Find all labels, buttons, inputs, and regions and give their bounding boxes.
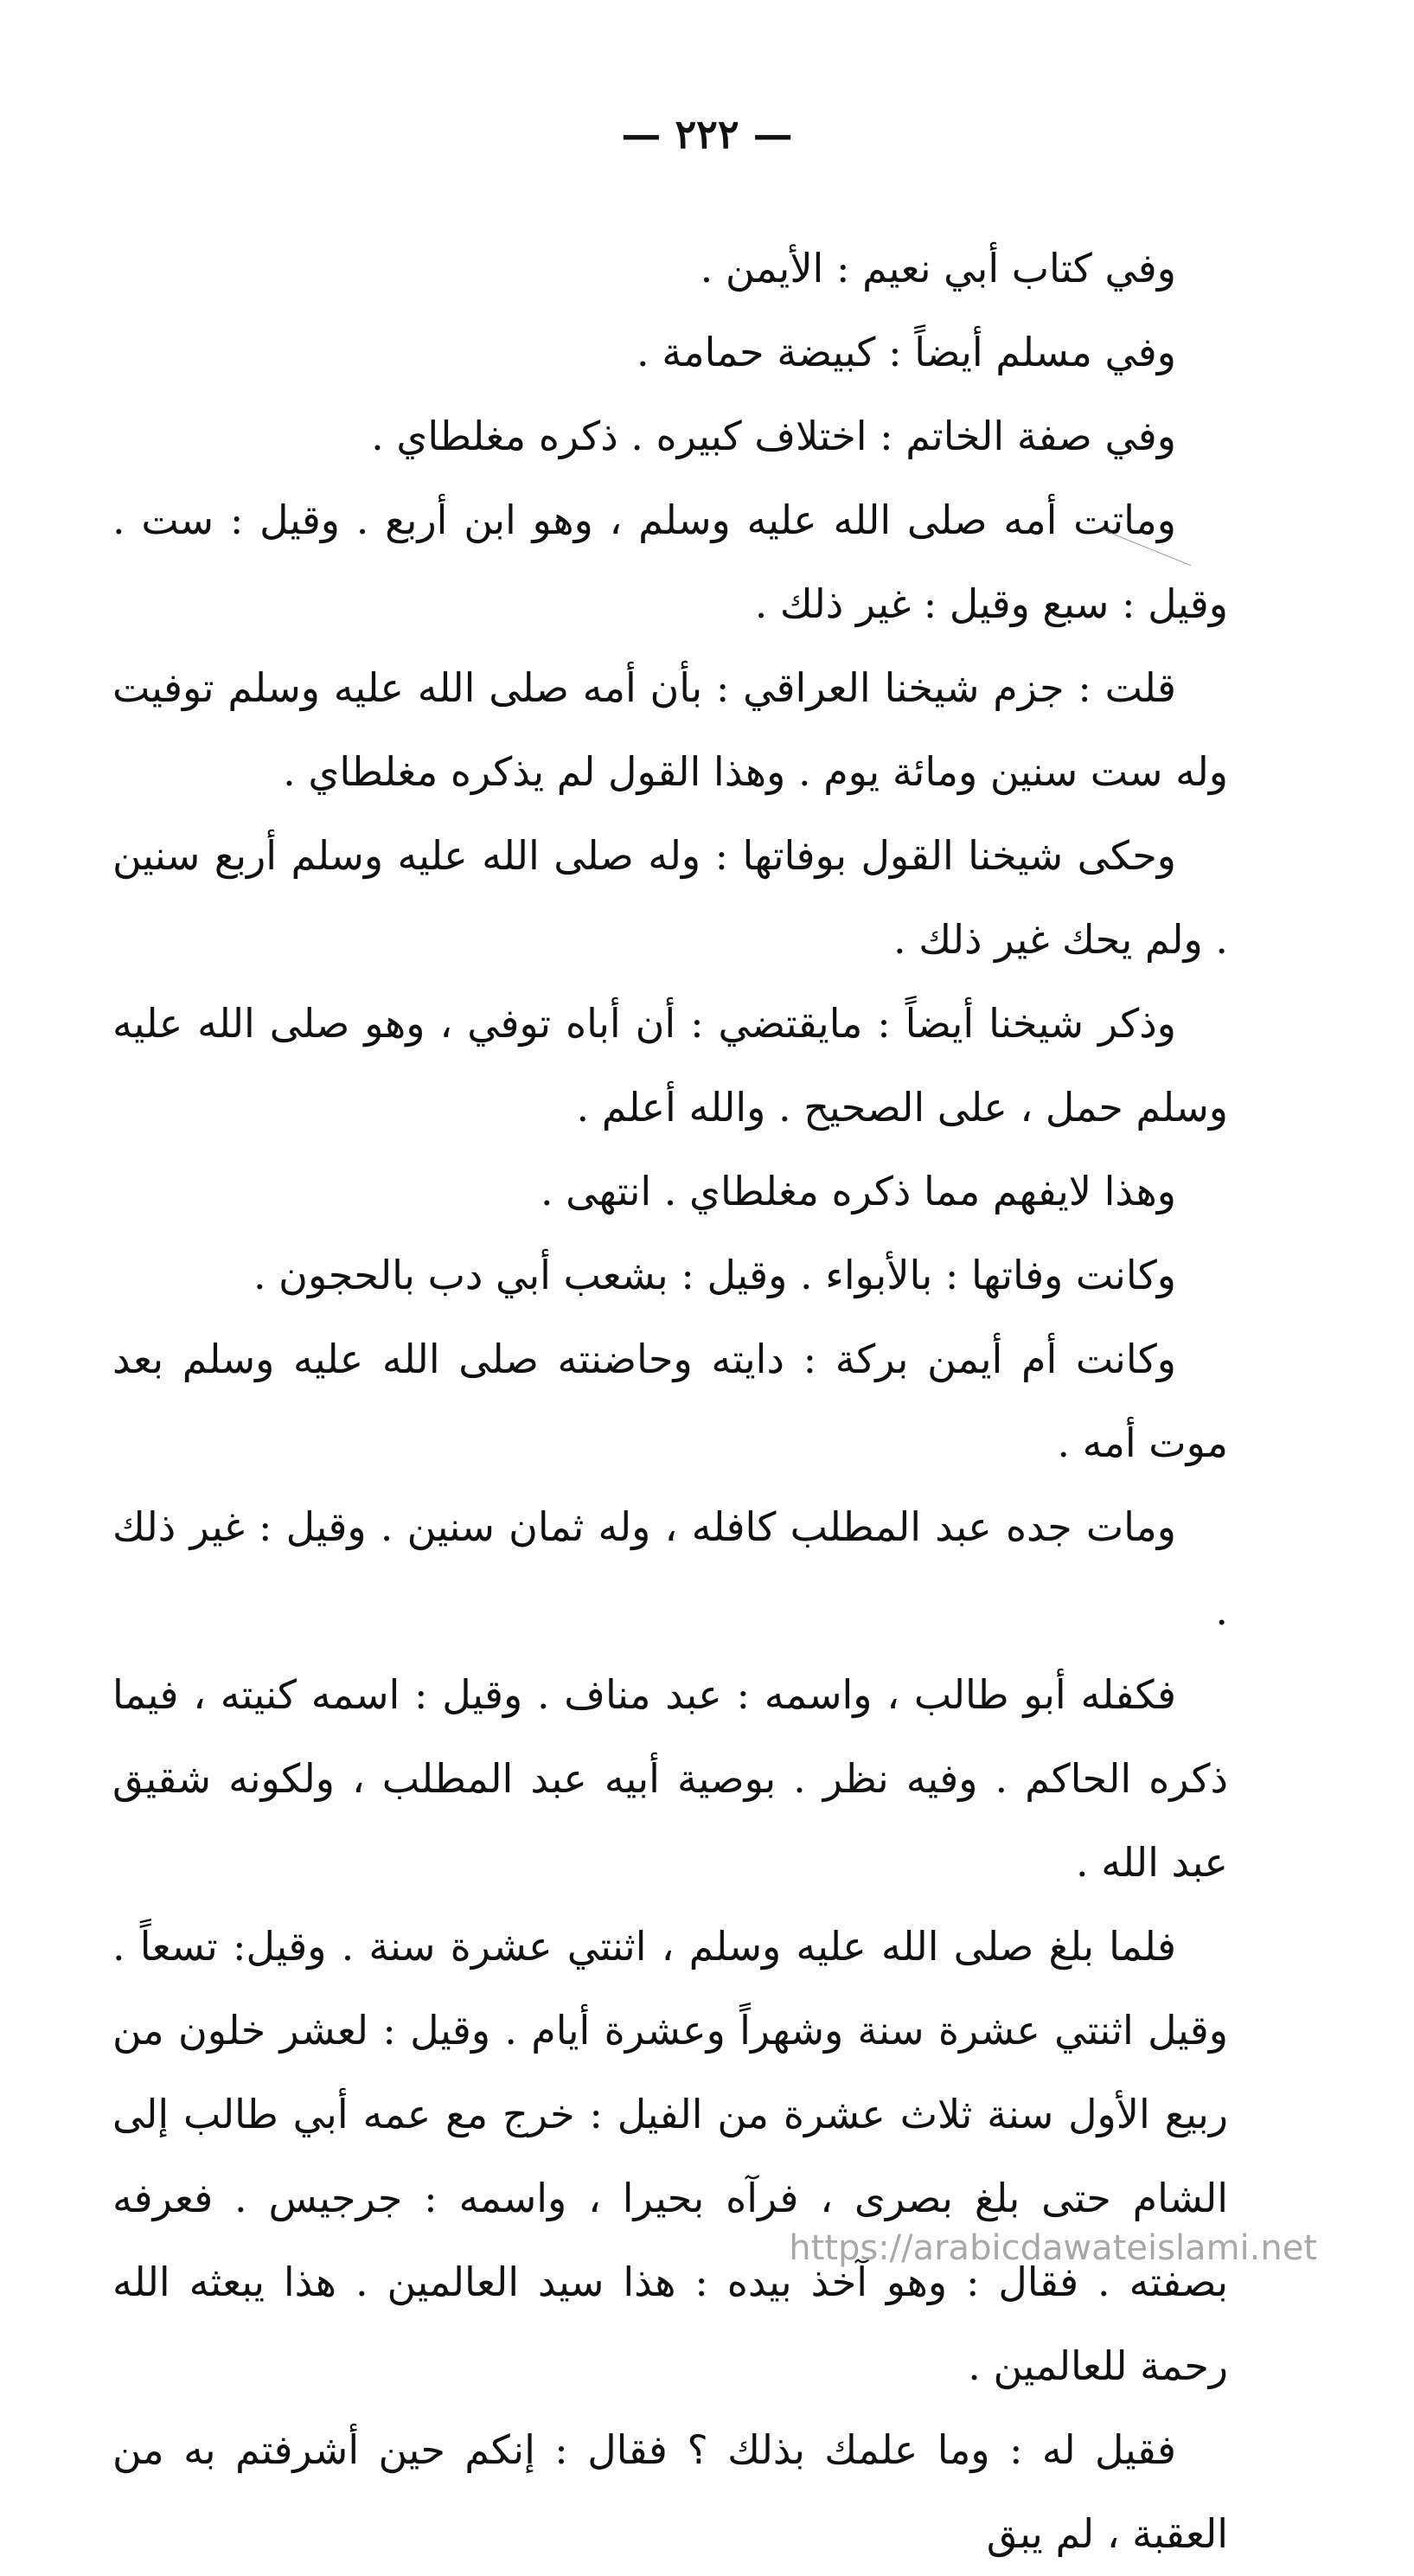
body-text <box>112 227 1228 2576</box>
paragraph: وذكر شيخنا أيضاً : مايقتضي : أن أباه توفي ، وهو صلى الله عليه وسلم حمل ، على الصحيح . والله أعلم . <box>112 1000 1228 1131</box>
paragraph: وكانت وفاتها : بالأبواء . وقيل : بشعب أبي دب بالحجون . <box>253 1252 1176 1298</box>
paragraph: فقيل له : وما علمك بذلك ؟ فقال : إنكم حين أشرفتم به من العقبة ، لم يبق <box>112 2426 1228 2557</box>
paragraph: وفي صفة الخاتم : اختلاف كبيره . ذكره مغلطاي . <box>371 413 1176 459</box>
watermark-url: https://arabicdawateislami.net <box>789 2228 1317 2268</box>
page-number: — ٢٢٢ — <box>621 111 793 157</box>
paragraph: فكفله أبو طالب ، واسمه : عبد مناف . وقيل : اسمه كنيته ، فيما ذكره الحاكم . وفيه نظر . بوصية أبيه عبد المطلب ، ولكونه شقيق عبد الله . <box>112 1671 1228 1886</box>
paragraph: وفي كتاب أبي نعيم : الأيمن . <box>700 245 1176 292</box>
paragraph: وفي مسلم أيضاً : كبيضة حمامة . <box>637 329 1176 375</box>
paragraph: ومات جده عبد المطلب كافله ، وله ثمان سنين . وقيل : غير ذلك . <box>112 1503 1228 1634</box>
paragraph: قلت : جزم شيخنا العراقي : بأن أمه صلى الله عليه وسلم توفيت وله ست سنين ومائة يوم . وهذا القول لم يذكره مغلطاي . <box>112 664 1228 795</box>
paragraph: وحكى شيخنا القول بوفاتها : وله صلى الله عليه وسلم أربع سنين . ولم يحك غير ذلك . <box>112 832 1228 963</box>
paragraph: وهذا لايفهم مما ذكره مغلطاي . انتهى . <box>540 1168 1176 1214</box>
paragraph: وماتت أمه صلى الله عليه وسلم ، وهو ابن أربع . وقيل : ست . وقيل : سبع وقيل : غير ذلك . <box>112 497 1228 627</box>
paragraph: وكانت أم أيمن بركة : دايته وحاضنته صلى الله عليه وسلم بعد موت أمه . <box>112 1336 1228 1466</box>
paragraph: فلما بلغ صلى الله عليه وسلم ، اثنتي عشرة سنة . وقيل: تسعاً . وقيل اثنتي عشرة سنة وشهراً وعشرة أيام . وقيل : لعشر خلون من ربيع الأول سنة ثلاث عشرة من الفيل : خرج مع عمه أبي طالب إلى الشام حتى بلغ بصرى ، فرآه بحيرا ، واسمه : جرجيس . فعرفه بصفته . فقال : وهو آخذ بيده : هذا سيد العالمين . هذا يبعثه الله رحمة للعالمين . <box>112 1923 1228 2389</box>
